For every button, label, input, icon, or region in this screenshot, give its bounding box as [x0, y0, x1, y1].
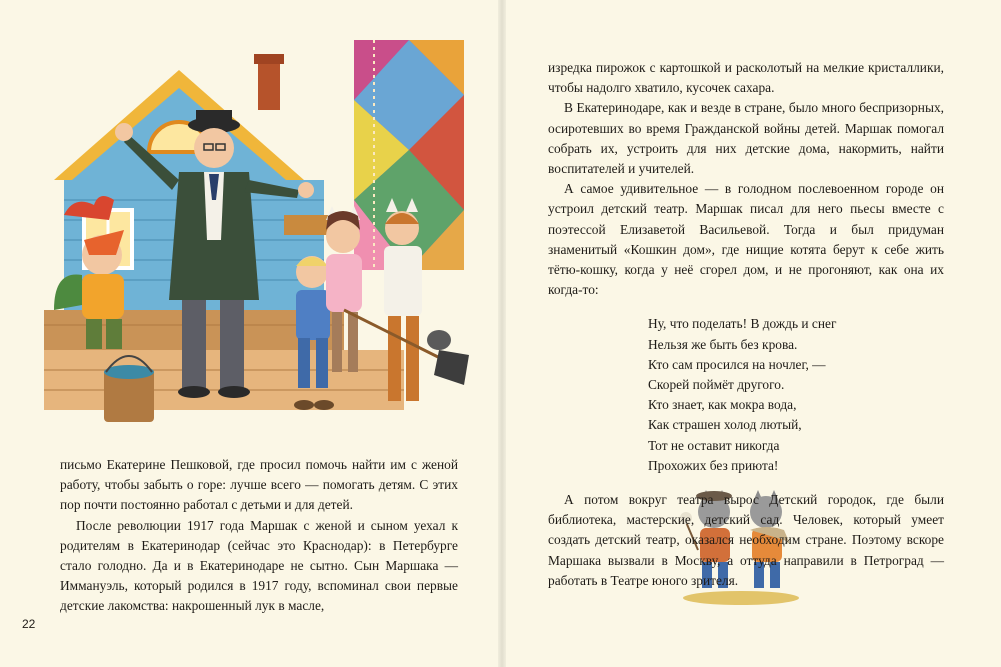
poem-line: Кто знает, как мокра вода,: [648, 397, 797, 413]
poem-line: Прохожих без приюта!: [648, 457, 779, 473]
right-paragraph-2: В Екатеринодаре, как и везде в стране, было много беспризорных, осиротевших во время Гражданской войны детей. Маршак помогал собрать их, устроить для них детские дома, накормить, найти воспитателей и учителей.: [548, 100, 944, 177]
right-paragraph-1: изредка пирожок с картошкой и расколотый на мелкие кристаллики, чтобы надолго хватило, кусочек сахара.: [548, 60, 944, 96]
poem-line: Тот не оставит никогда: [648, 437, 780, 453]
poem-line: Скорей поймёт другого.: [648, 377, 785, 393]
poem-line: Нельзя же быть без крова.: [648, 336, 798, 352]
left-paragraph-2: После революции 1917 года Маршак с женой и сыном уехал к родителям в Екатеринодар (сейчас это Краснодар): в Петербурге стало голодно. Да и в Екатеринодаре не сытно. Сын Маршака — Иммануэль, который родился в 1917 году, вспоминал свои первые детские лакомства: накрошенный лук в масле,: [60, 517, 458, 614]
left-paragraph-1: письмо Екатерине Пешковой, где просил помочь найти им с женой работу, чтобы забыть о горе: лучше всего — помогать детям. С этих пор почти постоянно работал с детьми и для детей.: [60, 457, 458, 513]
right-page-text: [548, 58, 944, 591]
poem-line: Ну, что поделать! В дождь и снег: [648, 316, 837, 332]
theatre-stage-illustration: [44, 40, 474, 440]
poem-line: Как страшен холод лютый,: [648, 417, 802, 433]
right-paragraph-3: А самое удивительное — в голодном послевоенном городе он устроил детский театр. Маршак писал для него пьесы вместе с поэтессой Елизаветой Васильевой. Тогда и был придуман знаменитый «Кошкин дом», где нищие котята берут к себе жить тётю-кошку, когда у неё сгорел дом, и не прогоняют, как она их когда-то:: [548, 181, 944, 298]
poem-line: Кто сам просился на ночлег, —: [648, 356, 826, 372]
wooden-bucket: [104, 356, 154, 422]
right-paragraph-4: А потом вокруг театра вырос Детский городок, где были библиотека, мастерские, детский сад. Человек, который умеет создать детский театр, оказался необходим стране. Поэтому вскоре Маршака вызвали в Москву, а оттуда направили в Петроград — работать в Театре юного зрителя.: [548, 492, 944, 588]
left-page-text: [60, 455, 458, 617]
page-number: 22: [22, 617, 36, 631]
page-gutter: [498, 0, 506, 667]
